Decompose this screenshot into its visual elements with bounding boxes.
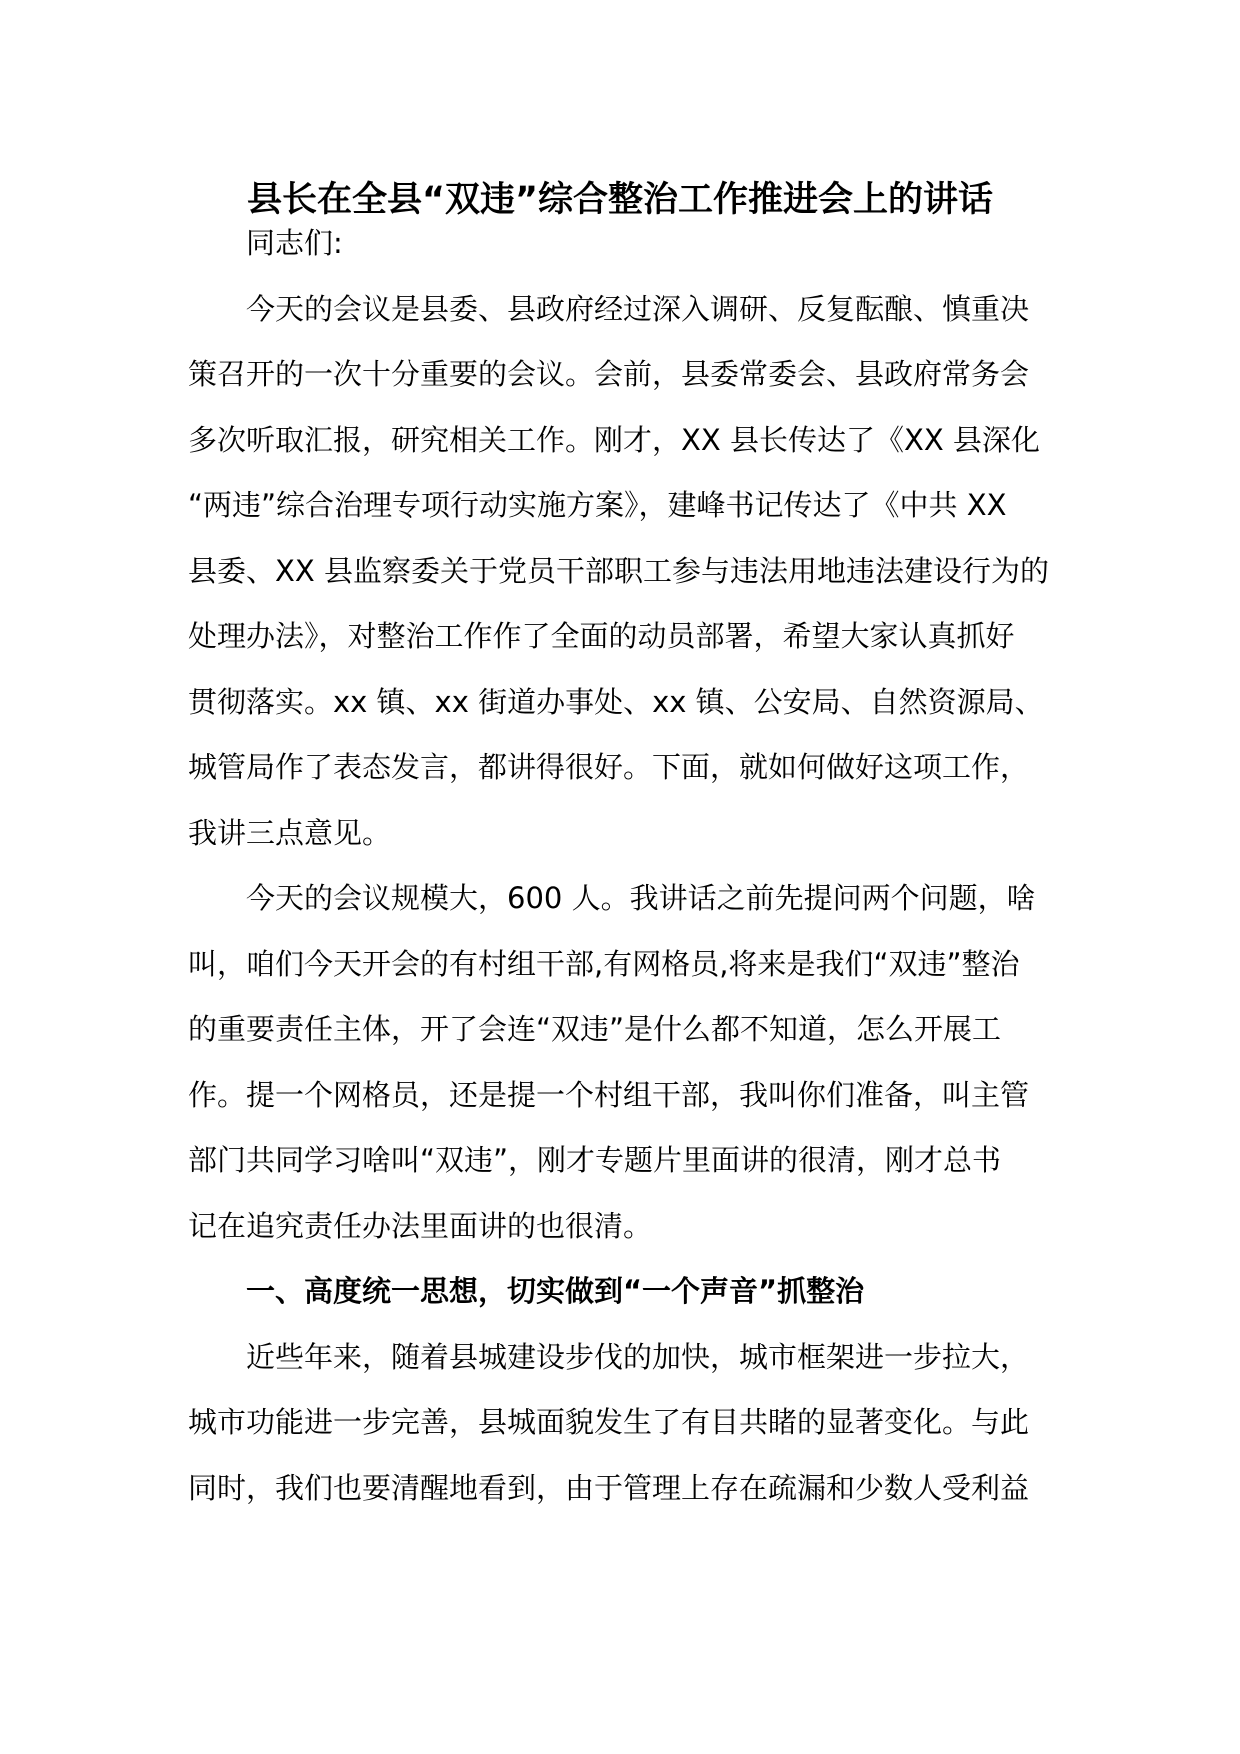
paragraph-line: 城市功能进一步完善，县城面貌发生了有目共睹的显著变化。与此	[188, 1405, 1030, 1439]
paragraph-line: 的重要责任主体，开了会连“双违”是什么都不知道，怎么开展工	[188, 1012, 1002, 1046]
paragraph-line: 近些年来，随着县城建设步伐的加快，城市框架进一步拉大，	[246, 1339, 1030, 1374]
paragraph-line: “两违”综合治理专项行动实施方案》，建峰书记传达了《中共 XX	[188, 488, 1007, 522]
paragraph-line: 城管局作了表态发言，都讲得很好。下面，就如何做好这项工作，	[188, 750, 1030, 784]
paragraph-2	[188, 866, 1056, 1259]
paragraph-line: 处理办法》，对整治工作作了全面的动员部署，希望大家认真抓好	[188, 619, 1015, 653]
paragraph-line: 县委、XX 县监察委关于党员干部职工参与违法用地违法建设行为的	[188, 553, 1049, 588]
paragraph-line: 作。提一个网格员，还是提一个村组干部，我叫你们准备，叫主管	[188, 1077, 1030, 1112]
greeting: 同志们:	[246, 226, 343, 260]
paragraph-line: 今天的会议规模大，600 人。我讲话之前先提问两个问题，啥	[246, 881, 1036, 915]
paragraph-line: 部门共同学习啥叫“双违”，刚才专题片里面讲的很清，刚才总书	[188, 1143, 1002, 1177]
paragraph-line: 我讲三点意见。	[188, 815, 392, 850]
paragraph-line: 多次听取汇报，研究相关工作。刚才，XX 县长传达了《XX 县深化	[188, 422, 1040, 457]
document-body	[188, 211, 1056, 1521]
paragraph-line: 记在追究责任办法里面讲的也很清。	[188, 1208, 653, 1243]
paragraph-1	[188, 277, 1056, 867]
paragraph-line: 叫，咱们今天开会的有村组干部,有网格员,将来是我们“双违”整治	[188, 946, 1020, 981]
section-1-heading: 一、高度统一思想，切实做到“一个声音”抓整治	[246, 1274, 865, 1308]
paragraph-line: 策召开的一次十分重要的会议。会前，县委常委会、县政府常务会	[188, 357, 1030, 391]
paragraph-line: 贯彻落实。xx 镇、xx 街道办事处、xx 镇、公安局、自然资源局、	[188, 684, 1044, 719]
paragraph-line: 今天的会议是县委、县政府经过深入调研、反复酝酿、慎重决	[246, 291, 1030, 326]
document-title: 县长在全县“双违”综合整治工作推进会上的讲话	[246, 180, 993, 220]
paragraph-line: 同时，我们也要清醒地看到，由于管理上存在疏漏和少数人受利益	[188, 1470, 1030, 1505]
paragraph-3	[188, 1325, 1056, 1522]
